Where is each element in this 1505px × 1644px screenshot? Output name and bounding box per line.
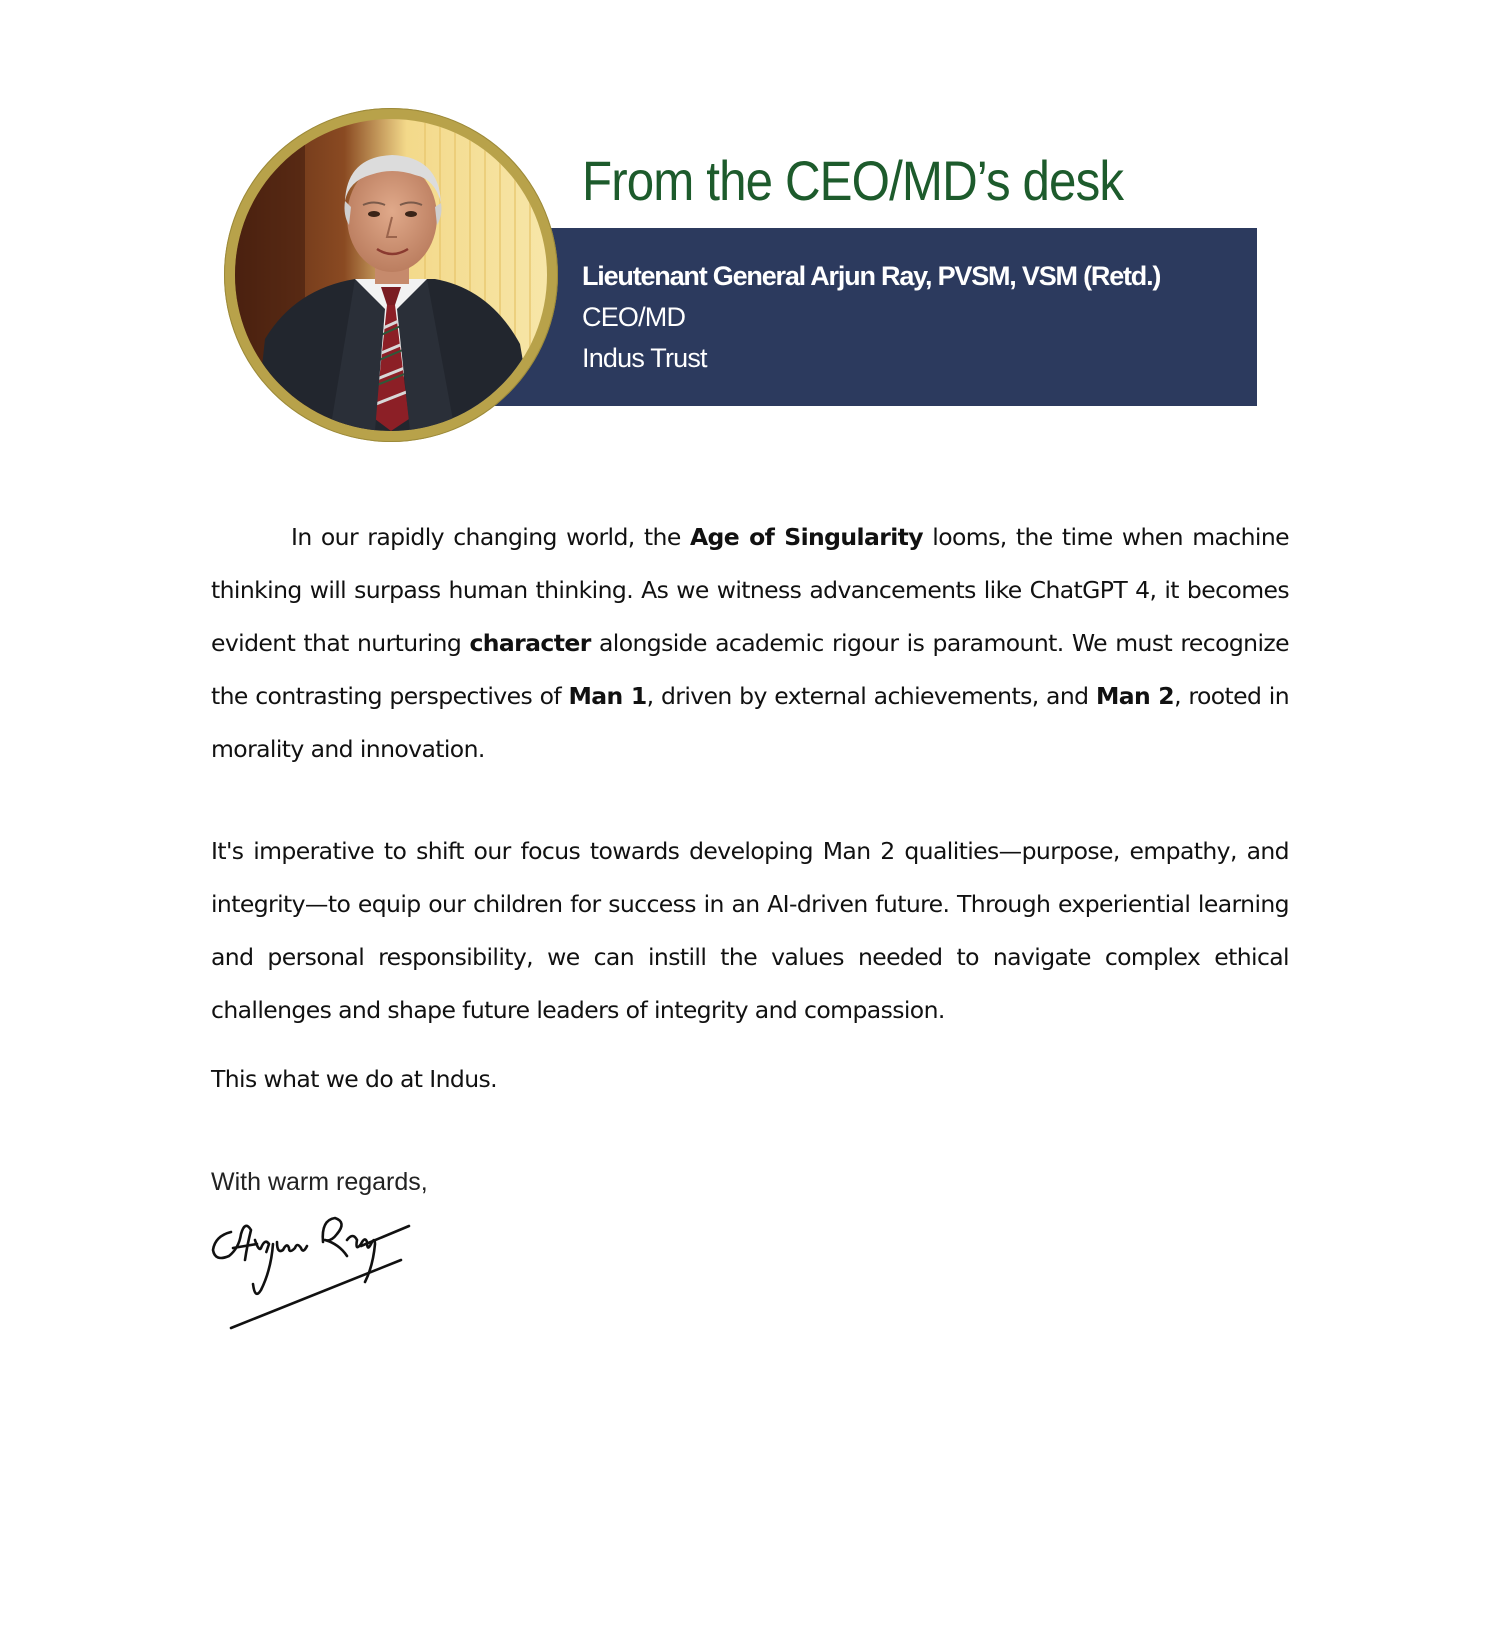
bold-phrase: character	[469, 629, 591, 657]
ceo-name: Lieutenant General Arjun Ray, PVSM, VSM (Retd.)	[582, 261, 1161, 291]
text-run: alongside academic rigour is paramount. We must recognize the contrasting perspectives of	[211, 629, 1289, 710]
bold-phrase: Age of Singularity	[689, 523, 924, 551]
ceo-portrait	[224, 108, 558, 442]
text-run: In our rapidly changing world, the	[291, 523, 690, 551]
bold-phrase: Man 1	[568, 682, 647, 710]
letter-paragraph-2	[211, 825, 1289, 1037]
closing-salutation: With warm regards,	[211, 1168, 428, 1196]
letter-paragraph-1	[211, 511, 1289, 776]
paragraph-text: It's imperative to shift our focus towards developing Man 2 qualities—purpose, empathy, and integrity—to equip our children for success in an AI-driven future. Through experiential learning and personal responsibility, we can instill the values needed to navigate complex ethical challenges and shape future leaders of integrity and compassion.	[211, 837, 1289, 1024]
bold-phrase: Man 2	[1095, 682, 1175, 710]
ceo-organization: Indus Trust	[582, 343, 707, 373]
text-run: , rooted in morality and innovation.	[211, 682, 1289, 763]
paragraph-text: This what we do at Indus.	[211, 1065, 498, 1093]
portrait-photo	[235, 119, 547, 431]
text-run: looms, the time when machine thinking will surpass human thinking. As we witness advancements like ChatGPT 4, it becomes evident that nurturing	[211, 523, 1289, 657]
letter-paragraph-3	[211, 1053, 1289, 1106]
page-title: From the CEO/MD’s desk	[582, 149, 1124, 212]
text-run: , driven by external achievements, and	[646, 682, 1096, 710]
ceo-role: CEO/MD	[582, 302, 686, 332]
handwritten-signature	[205, 1200, 435, 1335]
